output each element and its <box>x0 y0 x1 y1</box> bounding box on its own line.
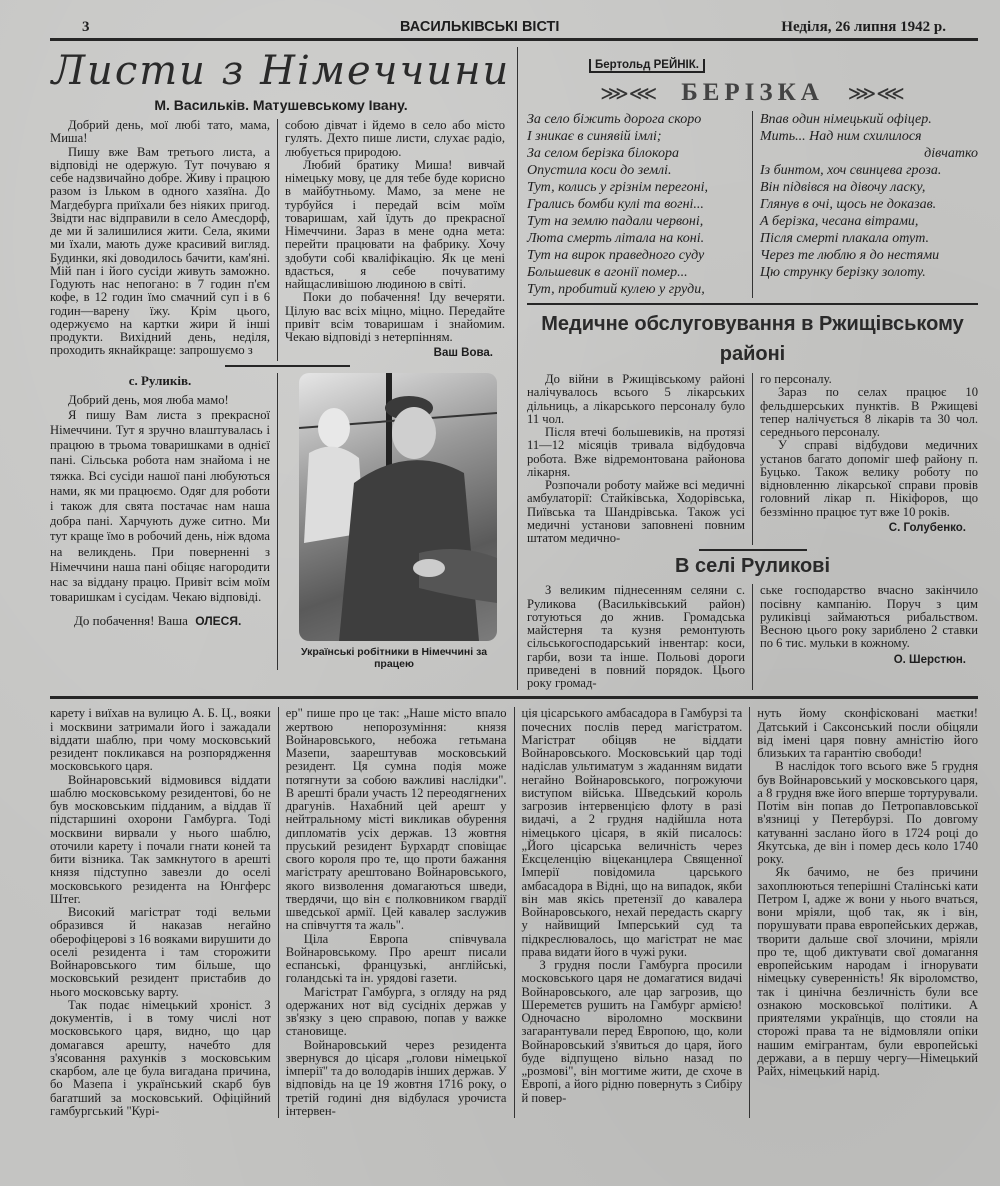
paragraph: го персоналу. <box>760 372 832 386</box>
paragraph: Поки до побачення! Іду вечеряти. Цілую вас всіх міцно, міцно. Передайте привіт всім товаришам і знайомим. Чекаю відповіді з нетерпінням. <box>285 290 505 344</box>
poem-line: Цю струнку берізку золоту. <box>760 265 926 280</box>
poem-column-1 <box>527 111 745 298</box>
paragraph: Зараз по селах працює 10 фельдшерських пунктів. В Ржищеві тепер налічується 8 лікарів та 30 чол. середнього персоналу. <box>760 385 978 439</box>
rulykiv-column-1 <box>527 584 745 690</box>
paragraph: Добрий день, моя люба мамо! <box>68 392 229 407</box>
section-rule <box>699 549 807 551</box>
section-rule <box>225 365 350 367</box>
column-divider <box>278 707 279 1118</box>
poem-title: БЕРІЗКА <box>681 79 824 106</box>
history-column-3 <box>522 707 743 1105</box>
poem-title-row <box>527 79 978 107</box>
poem-line: За село біжить дорога скоро <box>527 112 702 127</box>
poem-line: Грались бомби кулі та вогні... <box>527 197 704 212</box>
history-column-2 <box>286 707 507 1118</box>
poem-line: Через те люблю я до нестями <box>760 248 940 263</box>
paragraph: Добрий день, мої любі тато, мама, Миша! <box>50 118 270 146</box>
headline-line: районі <box>719 343 786 365</box>
paragraph: Після втечі большевиків, на протязі 11—12 місяців тривала відбудовча робота. Вже відремонтована районова лікарня. <box>527 425 745 479</box>
paragraph: В наслідок того всього вже 5 грудня був Войнаровський у московського царя, а 8 грудня вже його вперше тортурували. Потім він попав до Петропавловської в'язниці у Петербурзі. По довгому катуванні заслано його в 1724 році до Якутська, де він і помер десь коло 1740 року. <box>757 759 978 866</box>
paragraph: З грудня посли Гамбурга просили московського царя не домагатися видачі Войнаровського, але цар загрозив, що Шереметєв рушить на Гамбург армією! Одночасно віроломно москвини загарантували перед Европою, що, коли Войнаровський з'явиться до царя, його буде відпущено вільно назад по „розмові", він могтиме жити, де схоче в Европі, а його рідню повернуть з Сибіру й повер- <box>521 958 743 1105</box>
letter1-signature: Ваш Вова. <box>433 347 493 360</box>
column-divider <box>277 373 278 670</box>
letter2-column <box>50 373 270 630</box>
letter1-heading: М. Васильків. Матушевському Івану. <box>154 97 408 113</box>
photo-caption: Українські робітники в Німеччині за працею <box>300 645 488 670</box>
letters-title: Листи з Німеччини <box>51 48 511 94</box>
paragraph: Як бачимо, не без причини захоплюються теперішні Сталінські кати Петром І, адже ж вони у нього вчаться, вони мріяли, щоб так, як і він, порушувати права европейських держав, творити дальше свої злочини, мріяли про те, щоб диктувати свої домагання европейським народам і ігнорувати німецьку суверенність! Як віроломство, так і цинічна безличність були все ознакою московської політики. А приятелями українців, що стояли на сторожі права та не відмовляли опіки нашим емігрантам, були европейські держави, а в першу чергу—Німецький Райх, німецький нарід. <box>757 865 978 1078</box>
paragraph: Так подає німецький хроніст. З документів, і в тому числі нот московського царя, видно, що цар домагався арешту, начебто для з'ясовання рахунків з московським скарбом, але це була вигадана причина, бо Мазепа і український скарб був багатший за московський. Офіційний гамбургський "Курі- <box>50 997 271 1118</box>
photo-column <box>285 373 503 670</box>
poem-line: Люта смерть літала на коні. <box>527 231 705 246</box>
letter1-column-1 <box>50 119 270 358</box>
poem-line: Глянув в очі, щось не доказав. <box>760 197 937 212</box>
letters-section <box>50 47 517 690</box>
poem-line: Мить... Над ним схилилося <box>760 129 922 144</box>
paragraph: У справі відбудови медичних установ багато допоміг шеф району п. Буцько. Також велику роботу по відновленню лікарської справи провів головний лікар п. Нікіфоров, що беззмінно працює тут вже 10 років. <box>760 438 978 519</box>
paragraph: Любий братику Миша! вивчай німецьку мову, це для тебе буде корисно в майбутньому. Мамо, за мене не турбуйся і передай всім моїм товаришам, хай їдуть до прекрасної Німеччини. Зараз в мене одна мета: перейти працювати на фабрику. Хочу здобути собі кваліфікацію. Як це мені вдасться, я себе почуватиму найщасливішою людиною в світі. <box>285 157 505 291</box>
paragraph: Войнаровський відмовився віддати шаблю московському резидентові, бо не був московським підданим, а віддав її підстаршині охорони Гамбурга. Тоді москвини вирвали у нього шаблю, оточили карету і почали гнати коней та бити візника. Так замкнутого в арешті князя підступно завезли до оселі московського резидента на Юнгферс Штег. <box>50 772 271 906</box>
medical-columns <box>527 373 978 545</box>
newspaper-name: ВАСИЛЬКІВСЬКІ ВІСТІ <box>400 19 560 35</box>
poem-line: А берізка, чесана вітрами, <box>760 214 919 229</box>
poem-line: Тут, пробитий кулею у груди, <box>527 282 705 297</box>
page-number: 3 <box>82 19 90 35</box>
poem-author-name: Бертольд РЕЙНІК. <box>595 59 699 71</box>
poem-line: Із бинтом, хоч свинцева гроза. <box>760 163 942 178</box>
medical-column-1 <box>527 373 745 545</box>
poem-line: дівчатко <box>924 146 978 161</box>
paragraph: Войнаровський через резидента звернувся до цісаря „голови німецької імперії" та до володарів інших держав. У відповідь на це 19 жовтня 1716 року, о третій годині дня відбулася урочиста інтервен- <box>285 1037 507 1118</box>
section-rule <box>527 303 978 305</box>
letter2-row <box>50 373 512 670</box>
poem-line: Після смерті плакала отут. <box>760 231 930 246</box>
closing-text: До побачення! Ваша <box>74 613 188 629</box>
section-rule <box>50 696 978 699</box>
letter2-closing <box>50 613 270 629</box>
letter2-text <box>50 393 270 606</box>
newspaper-page <box>50 0 978 1148</box>
column-divider <box>277 119 278 361</box>
rulykiv-columns <box>527 584 978 690</box>
poem-line: І зникає в синявій імлі; <box>527 129 662 144</box>
paragraph: карету і виїхав на вулицю А. Б. Ц., вояки і москвини затримали його і зажадали віддати шаблю, при чому московський резидент покликався на розпорядження московського царя. <box>50 706 271 774</box>
poem-line: Опустила коси до землі. <box>527 163 672 178</box>
column-divider <box>752 373 753 545</box>
history-column-4 <box>757 707 978 1078</box>
top-section <box>50 47 978 690</box>
masthead <box>50 18 978 41</box>
paragraph: ція цісарського амбасадора в Гамбурзі та почесних послів перед магістратом. Магістрат обіцяв не віддати Войнаровського. Московський цар тоді надіслав ультиматум з жаданням видати негайно Войнаровського, погрожуючи виступом війська. Шведський король загрозив інтервенцією флоту в разі видачі, а 2 грудня надійшла нота німецького цісаря, в якій писалось: „Його цісарська величність через Ексцеленцію віцеканцлера Священної Імперії повідомила царського амбасадора в Відні, що на випадок, якби він мав якісь претензії до кавалера Войнаровського, нехай передасть скаргу у найвищий Імперський суд та підкреслювалось, що магістрат не має права видати його в чужі руки. <box>521 706 743 959</box>
paragraph: Розпочали роботу майже всі медичні амбулаторії: Стайківська, Ходорівська, Пиївська та Шандрівська. Також усі медичні установи заповнені повним штатом медично- <box>527 478 745 545</box>
headline-line: Медичне обслуговування в Ржищівському <box>541 313 964 335</box>
ornament-right-icon: ⋙⋘ <box>847 82 905 105</box>
paragraph: Високий магістрат тоді вельми образився й наказав негайно оберофіцерові з 16 вояками вирушити до оселі резидента і там сторожити Войнаровського тим більше, що московський резидент пристабив до нього московську варту. <box>50 905 271 999</box>
right-section <box>517 47 978 690</box>
paragraph: ер" пише про це так: „Наше місто впало жертвою непорозуміння: князя Войнаровського, небожа гетьмана Мазепи, заарештував московський резидент. Ця сумна подія може потягнути за собою важливі наслідки". В арешті брали участь 12 переодягнених драгунів. Нахабний цей арешт у нейтральному місті викликав обурення дипломатів усіх держав. 13 жовтня пруський резидент Бурхардт сповіщає свого короля про те, що проти бажання магістрату арештовано Войнаровського, якого визволення домагаються шведи, твердячи, що він є полковником гвардії шведської армії. Цей кавалер заслужив на співчуття та жаль". <box>285 706 507 933</box>
photo-ukrainian-workers <box>299 373 497 641</box>
letter2-heading: с. Руликів. <box>128 372 192 388</box>
paragraph: Ціла Европа співчувала Войнаровському. Про арешт писали еспанські, французькі, англійські, голандські та ін. урядові газети. <box>285 931 507 986</box>
poem-column-2 <box>760 111 978 281</box>
poem-line: Тут, колись у грізнім перегоні, <box>527 180 709 195</box>
paragraph: До війни в Ржищівському районі налічувалось всього 5 лікарських дільниць, а лікарського персоналу було 11 чол. <box>527 372 745 426</box>
history-columns <box>50 707 978 1148</box>
paragraph: ське господарство вчасно закінчило посівну кампанію. Поруч з цим руликівці займаються рибальством. Весною цього року зариблено 2 ставки по 6 тис. мульки в кожному. <box>760 583 978 651</box>
rulykiv-signature: О. Шерстюн. <box>893 653 966 666</box>
paragraph: З великим піднесенням селяни с. Руликова (Васильківський район) готуються до жнив. Громадська майстерня та кузня ремонтують сільськогосподарський інвентар: коси, гарби, вози та інше. Польові дороги приведені в повний порядок. Цього року громад- <box>527 583 745 690</box>
letter2-signature: ОЛЕСЯ. <box>195 614 242 629</box>
column-divider <box>752 584 753 690</box>
paragraph: Пишу вже Вам третього листа, а відповіді не одержую. Тут почуваю я себе надзвичайно добре. Живу і працюю разом із Ільком в одного хазяїна. До Магдебурга приїхали без ніяких пригод. Звідти нас відправили в село Амесдорф, де ми й залишилися жити. Села, якими ми їхали, мають дуже красивий вигляд. Будинки, які доводилось бачити, кам'яні. Мій пан і його сусіди живуть заможно. Годують нас непогано: в 7 годин п'єм кофе, в 12 годин їмо смачний суп і в 6 годин—варену їжу. Крім цього, одержуємо на картки жири й інші продукти. Вихідний день, неділя, проходить якнайкраще: запрошуємо з <box>50 144 270 358</box>
paragraph: Я пишу Вам листа з прекрасної Німеччини. Тут я зручно влаштувалась і працюю в трьома товаришками в однієї пані. Сільська робота нам знайома і не тяжка. Всі сусіди нашої пані любуються нами, як ми працюємо. Одяг для роботи і також для свята постачає нам наша добра пані. Харчують дуже ситно. Ми тут краще їмо в робочий день, ніж вдома на великдень. При поверненні з Німеччини наша пані обіцяє нагородити нас за віддану працю. Привіт всім моїм товаришкам і сусідам. Чекаю відповіді. <box>50 407 270 605</box>
ornament-left-icon: ⋙⋘ <box>600 82 658 105</box>
paragraph: нуть йому сконфісковані маєтки! Датський і Саксонський посли обіцяли від імені царя повну амністію його близьких та гарантію свободи! <box>757 706 978 760</box>
issue-date: Неділя, 26 липня 1942 р. <box>781 19 946 35</box>
column-divider <box>514 707 515 1118</box>
history-column-1 <box>50 707 271 1118</box>
poem-line: За селом берізка білокора <box>527 146 680 161</box>
column-divider <box>749 707 750 1118</box>
paragraph: собою дівчат і йдемо в село або місто гулять. Дехто пише листи, слухає радіо, любується природою. <box>285 118 505 159</box>
poem-line: Большевик в агонії помер... <box>527 265 688 280</box>
poem-line: Впав один німецький офіцер. <box>760 112 932 127</box>
letter1-column-2 <box>285 119 505 361</box>
medical-signature: С. Голубенко. <box>888 521 966 534</box>
photo-illustration <box>299 373 497 641</box>
letter1-columns <box>50 119 512 361</box>
poem-author <box>589 59 705 73</box>
medical-headline <box>527 309 978 369</box>
column-divider <box>752 111 753 298</box>
rulykiv-headline: В селі Руликові <box>674 555 831 578</box>
poem-line: Тут на землю падали червоні, <box>527 214 704 229</box>
poem-columns <box>527 111 978 298</box>
paragraph: Магістрат Гамбурга, з огляду на ряд одержаних нот від сусідніх держав у зв'язку з цею справою, попав у важке становище. <box>285 984 507 1039</box>
poem-line: Тут на вирок праведного суду <box>527 248 705 263</box>
poem-line: Він підвівся на дівочу ласку, <box>760 180 926 195</box>
rulykiv-column-2 <box>760 584 978 667</box>
medical-column-2 <box>760 373 978 535</box>
